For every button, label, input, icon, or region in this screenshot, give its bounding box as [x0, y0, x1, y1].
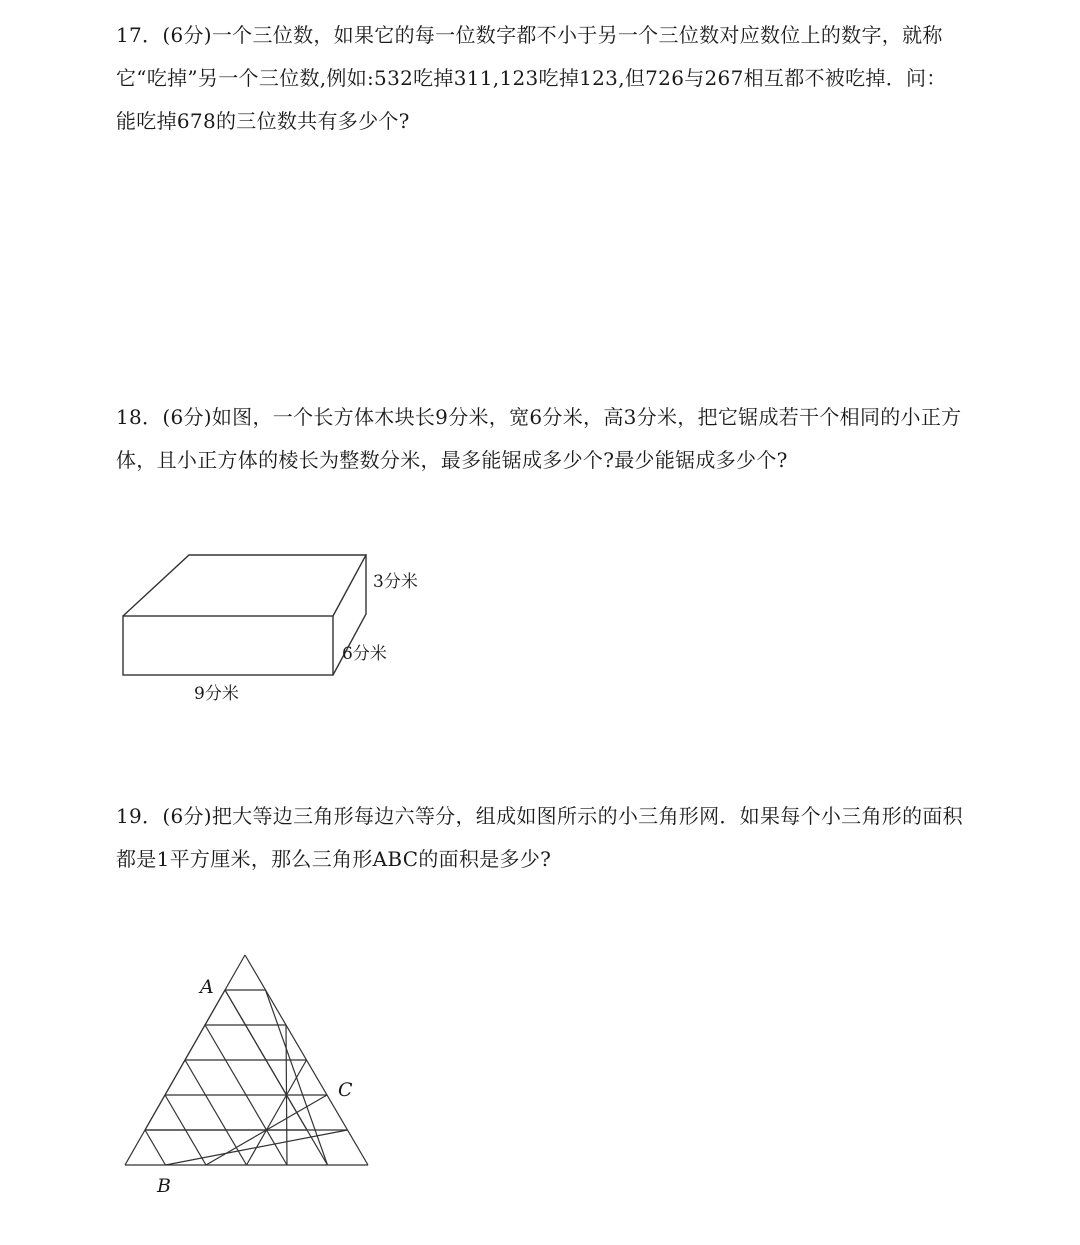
cuboid-figure	[100, 540, 440, 715]
vertex-a-label: A	[200, 976, 214, 998]
question-18-text: 18．(6分)如图，一个长方体木块长9分米，宽6分米，高3分米，把它锯成若干个相同的小正方体，且小正方体的棱长为整数分米，最多能锯成多少个?最少能锯成多少个?	[116, 405, 962, 472]
length-label: 9分米	[194, 684, 239, 704]
cuboid-front-face	[123, 616, 333, 675]
grid-line-right-diagonal	[266, 990, 328, 1165]
question-17-text: 17．(6分)一个三位数，如果它的每一位数字都不小于另一个三位数对应数位上的数字，就称它“吃掉”另一个三位数,例如:532吃掉311,123吃掉123,但726与267相互都不被吃掉．问：能吃掉678的三位数共有多少个?	[116, 23, 947, 133]
vertex-b-label: B	[157, 1175, 171, 1197]
grid-line-left-diagonal	[185, 1060, 247, 1165]
triangle-grid-figure	[110, 940, 400, 1200]
grid-line-left-diagonal	[145, 1130, 166, 1165]
triangle-grid-lines	[125, 955, 368, 1165]
question-19-text: 19．(6分)把大等边三角形每边六等分，组成如图所示的小三角形网．如果每个小三角形的面积都是1平方厘米，那么三角形ABC的面积是多少?	[116, 804, 963, 871]
vertex-c-label: C	[338, 1079, 353, 1101]
height-label: 3分米	[373, 572, 418, 592]
width-label: 6分米	[342, 644, 387, 664]
cuboid-top-face	[123, 555, 366, 616]
